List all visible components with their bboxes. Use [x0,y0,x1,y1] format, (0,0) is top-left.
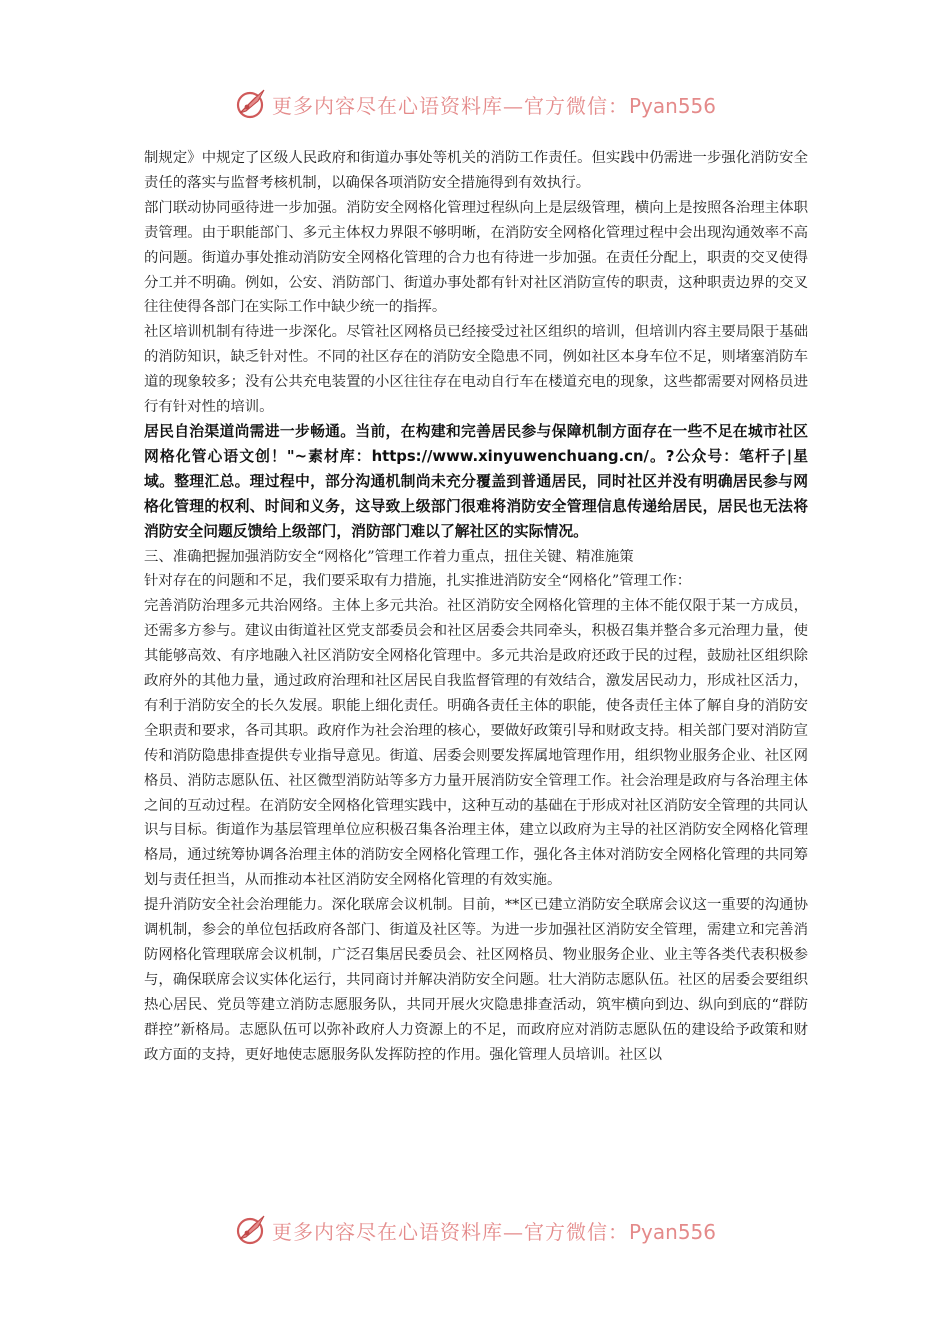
header-banner [0,84,950,124]
paragraph: 提升消防安全社会治理能力。深化联席会议机制。目前，**区已建立消防安全联席会议这一重要的沟通协调机制，参会的单位包括政府各部门、街道及社区等。为进一步加强社区消防安全管理，需建立和完善消防网格化管理联席会议机制，广泛召集居民委员会、社区网格员、物业服务企业、业主等各类代表积极参与，确保联席会议实体化运行，共同商讨并解决消防安全问题。壮大消防志愿队伍。社区的居委会要组织热心居民、党员等建立消防志愿服务队，共同开展火灾隐患排查活动，筑牢横向到边、纵向到底的“群防群控”新格局。志愿队伍可以弥补政府人力资源上的不足，而政府应对消防志愿队伍的建设给予政策和财政方面的支持，更好地使志愿服务队发挥防控的作用。强化管理人员培训。社区以 [144,897,808,1063]
paragraph: 部门联动协同亟待进一步加强。消防安全网格化管理过程纵向上是层级管理，横向上是按照各治理主体职责管理。由于职能部门、多元主体权力界限不够明晰，在消防安全网格化管理过程中会出现沟通效率不高的问题。街道办事处推动消防安全网格化管理的合力也有待进一步加强。在责任分配上，职责的交叉使得分工并不明确。例如，公安、消防部门、街道办事处都有针对社区消防宣传的职责，这种职责边界的交叉往往使得各部门在实际工作中缺少统一的指挥。 [144,199,808,316]
banner-text [272,90,716,119]
paragraph: 制规定》中规定了区级人民政府和街道办事处等机关的消防工作责任。但实践中仍需进一步强化消防安全责任的落实与监督考核机制，以确保各项消防安全措施得到有效执行。 [144,150,808,191]
quill-logo-icon [234,87,268,121]
quill-logo-icon [234,1213,268,1247]
paragraph: 针对存在的问题和不足，我们要采取有力措施，扎实推进消防安全“网格化”管理工作： [144,573,692,590]
banner-slogan: 更多内容尽在心语资料库—官方微信： [271,93,629,118]
paragraph-bold: 居民自治渠道尚需进一步畅通。当前，在构建和完善居民参与保障机制方面存在一些不足在城市社区网格化管心语文创！"~素材库：https://www.xinyuwenchuang.cn/。?公众号：笔杆子|星域。整理汇总。理过程中，部分沟通机制尚未充分覆盖到普通居民，同时社区并没有明确居民参与网格化管理的权利、时间和义务，这导致上级部门很难将消防安全管理信息传递给居民，居民也无法将消防安全问题反馈给上级部门，消防部门难以了解社区的实际情况。 [144,422,808,540]
paragraph: 社区培训机制有待进一步深化。尽管社区网格员已经接受过社区组织的培训，但培训内容主要局限于基础的消防知识，缺乏针对性。不同的社区存在的消防安全隐患不同，例如社区本身车位不足，则堵塞消防车道的现象较多；没有公共充电装置的小区往往存在电动自行车在楼道充电的现象，这些都需要对网格员进行有针对性的培训。 [144,324,808,416]
document-body [144,146,808,1068]
banner-slogan: 更多内容尽在心语资料库—官方微信： [271,1219,629,1244]
banner-handle: Pyan556 [628,93,716,118]
section-heading: 三、准确把握加强消防安全“网格化”管理工作着力重点，扭住关键、精准施策 [144,548,634,565]
banner-handle: Pyan556 [628,1219,716,1244]
paragraph: 完善消防治理多元共治网络。主体上多元共治。社区消防安全网格化管理的主体不能仅限于某一方成员，还需多方参与。建议由街道社区党支部委员会和社区居委会共同牵头，积极召集并整合多元治理力量，使其能够高效、有序地融入社区消防安全网格化管理中。多元共治是政府还政于民的过程，鼓励社区组织除政府外的其他力量，通过政府治理和社区居民自我监督管理的有效结合，激发居民动力，形成社区活力，有利于消防安全的长久发展。职能上细化责任。明确各责任主体的职能，使各责任主体了解自身的消防安全职责和要求，各司其职。政府作为社会治理的核心，要做好政策引导和财政支持。相关部门要对消防宣传和消防隐患排查提供专业指导意见。街道、居委会则要发挥属地管理作用，组织物业服务企业、社区网格员、消防志愿队伍、社区微型消防站等多方力量开展消防安全管理工作。社会治理是政府与各治理主体之间的互动过程。在消防安全网格化管理实践中，这种互动的基础在于形成对社区消防安全管理的共同认识与目标。街道作为基层管理单位应积极召集各治理主体，建立以政府为主导的社区消防安全网格化管理格局，通过统筹协调各治理主体的消防安全网格化管理工作，强化各主体对消防安全网格化管理的共同筹划与责任担当，从而推动本社区消防安全网格化管理的有效实施。 [144,598,808,889]
banner-text [272,1216,716,1245]
footer-banner [0,1210,950,1250]
